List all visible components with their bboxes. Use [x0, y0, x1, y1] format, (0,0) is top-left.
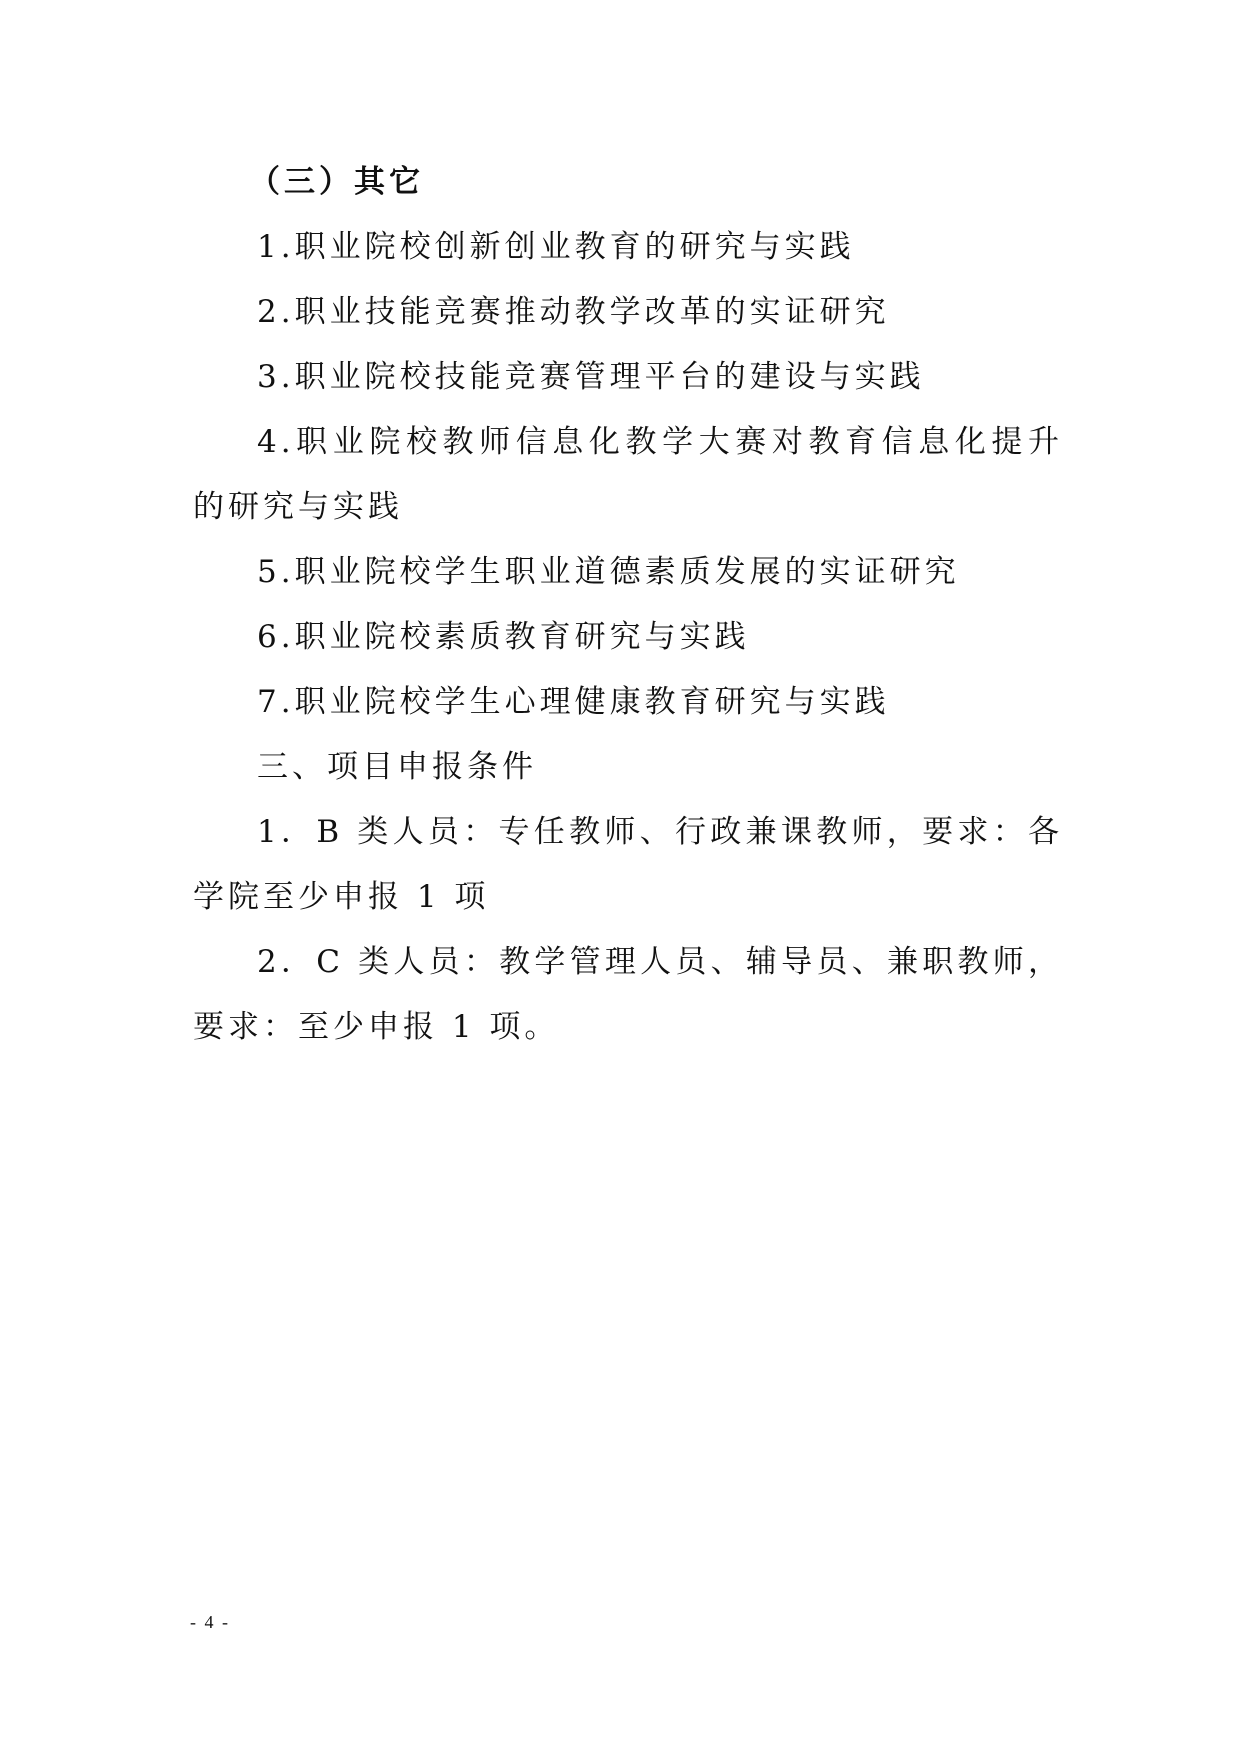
- list-item: 2.职业技能竞赛推动教学改革的实证研究: [257, 294, 890, 330]
- condition-item: 2．C 类人员：教学管理人员、辅导员、兼职教师，要求：至少申报 1 项。: [193, 944, 1063, 1045]
- condition-item: 1．B 类人员：专任教师、行政兼课教师，要求：各学院至少申报 1 项: [193, 814, 1063, 915]
- list-item: 6.职业院校素质教育研究与实践: [257, 619, 750, 655]
- list-item: 3.职业院校技能竞赛管理平台的建设与实践: [257, 359, 925, 395]
- page-number: - 4 -: [190, 1612, 230, 1632]
- section-heading-other: （三）其它: [249, 164, 424, 200]
- list-item: 5.职业院校学生职业道德素质发展的实证研究: [257, 554, 960, 590]
- list-item: 4.职业院校教师信息化教学大赛对教育信息化提升的研究与实践: [193, 424, 1063, 525]
- section-heading-conditions: 三、项目申报条件: [257, 749, 537, 785]
- list-item: 1.职业院校创新创业教育的研究与实践: [257, 229, 855, 265]
- list-item: 7.职业院校学生心理健康教育研究与实践: [257, 684, 890, 720]
- document-body: [193, 150, 1063, 1060]
